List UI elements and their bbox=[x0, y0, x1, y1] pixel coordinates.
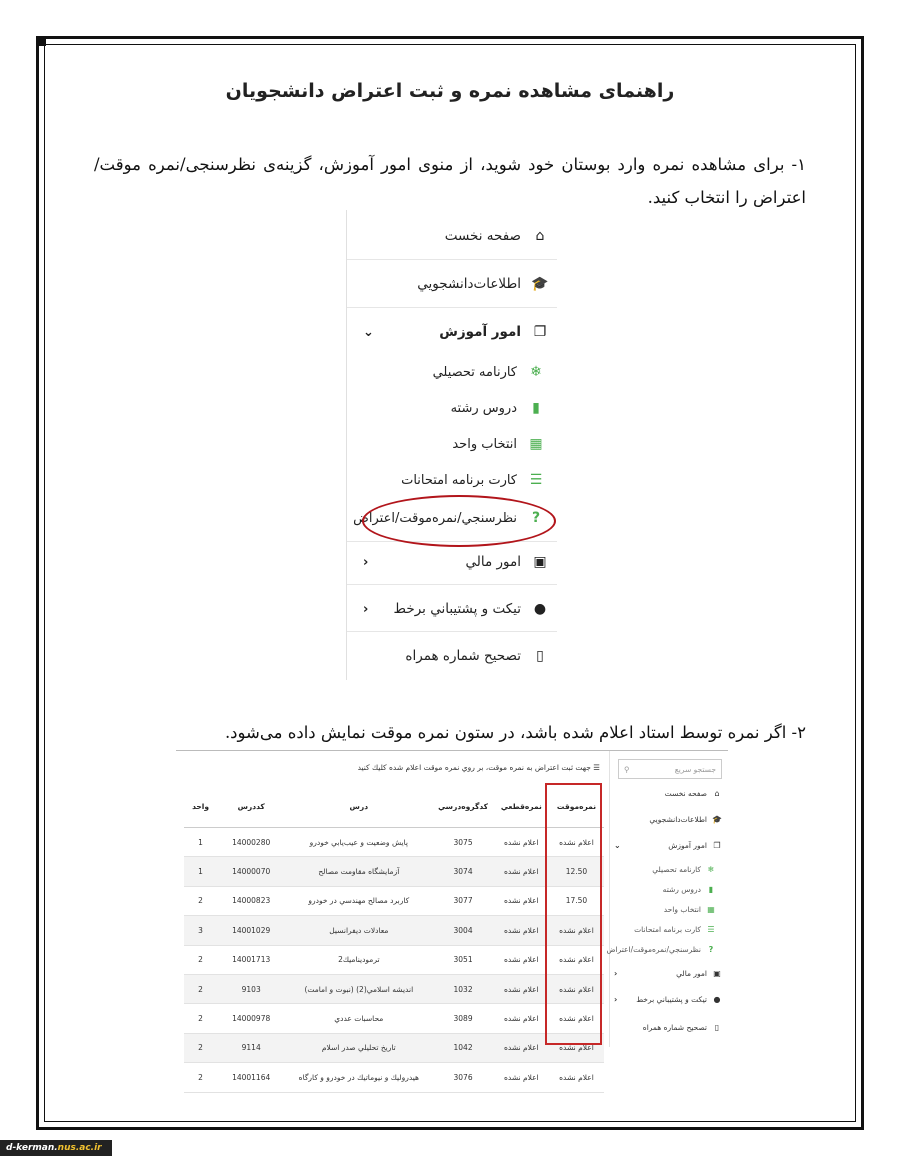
menu-item-label: امور آموزش bbox=[439, 324, 521, 340]
course-name-cell: معادلات ديفرانسيل bbox=[285, 916, 432, 945]
course-name-cell: كاربرد مصالح مهندسي در خودرو bbox=[285, 886, 432, 915]
list-icon: ☰ bbox=[529, 472, 543, 488]
sidebar-item-label: امور آموزش bbox=[668, 841, 707, 850]
units-cell: 2 bbox=[184, 945, 217, 974]
sidebar-item-label: امور مالي bbox=[676, 969, 707, 978]
document-title: راهنمای مشاهده نمره و ثبت اعتراض دانشجویان bbox=[225, 80, 675, 102]
group-code-cell: 3004 bbox=[432, 916, 493, 945]
temp-grade-cell[interactable]: 17.50 bbox=[549, 886, 604, 915]
sidebar-item-transcript[interactable] bbox=[604, 865, 716, 874]
course-code-cell: 14001029 bbox=[217, 916, 285, 945]
sidebar-item-label: صفحه نخست bbox=[664, 789, 707, 798]
temp-grade-cell[interactable]: اعلام نشده bbox=[549, 1063, 604, 1092]
group-code-cell: 3074 bbox=[432, 857, 493, 886]
search-placeholder: جستجو سريع bbox=[674, 764, 716, 774]
menu-item-label: اطلاعات‌دانشجويي bbox=[417, 276, 521, 292]
table-row bbox=[184, 857, 604, 886]
menu-item-label: نظرسنجي/نمره‌موقت/اعتراض bbox=[353, 510, 517, 526]
course-code-cell: 14001713 bbox=[217, 945, 285, 974]
temp-grade-cell[interactable]: اعلام نشده bbox=[549, 945, 604, 974]
objection-note-text: جهت ثبت اعتراض به نمره موقت، بر روي نمره موقت اعلام شده كليك كنيد bbox=[357, 763, 591, 772]
menu-item-phone[interactable] bbox=[347, 638, 557, 674]
question-icon: ? bbox=[531, 510, 541, 526]
course-name-cell: محاسبات عددي bbox=[285, 1004, 432, 1033]
home-icon: ⌂ bbox=[535, 228, 545, 244]
sidebar-item-student-info[interactable] bbox=[610, 815, 722, 824]
temp-grade-cell[interactable]: اعلام نشده bbox=[549, 828, 604, 857]
temp-grade-cell[interactable]: اعلام نشده bbox=[549, 974, 604, 1003]
chevron-left-icon: ‹ bbox=[614, 995, 618, 1004]
objection-note bbox=[358, 763, 600, 772]
menu-item-label: كارنامه تحصيلي bbox=[432, 364, 517, 380]
menu-item-label: تصحيح شماره همراه bbox=[405, 648, 521, 664]
cubes-icon: ▦ bbox=[529, 436, 543, 452]
question-icon: ? bbox=[708, 945, 714, 954]
column-header: نمره‌قطعي bbox=[494, 785, 549, 828]
table-row bbox=[184, 1063, 604, 1092]
units-cell: 1 bbox=[184, 857, 217, 886]
menu-item-unit-selection[interactable] bbox=[347, 426, 557, 462]
sidebar-item-unit-selection[interactable] bbox=[604, 905, 716, 914]
menu-divider bbox=[347, 584, 557, 585]
final-grade-cell: اعلام نشده bbox=[494, 857, 549, 886]
bookmark-icon: ▮ bbox=[708, 885, 714, 894]
grades-screenshot bbox=[176, 750, 728, 1082]
group-code-cell: 3051 bbox=[432, 945, 493, 974]
sidebar-item-label: تيكت و پشتيباني برخط bbox=[636, 995, 707, 1004]
sidebar-item-label: اطلاعات‌دانشجويي bbox=[649, 815, 707, 824]
menu-divider bbox=[347, 631, 557, 632]
screenshot-sidebar bbox=[606, 751, 728, 1047]
tags-icon: ● bbox=[533, 601, 547, 617]
group-code-cell: 3089 bbox=[432, 1004, 493, 1033]
column-header: كدگروه‌درسي bbox=[432, 785, 493, 828]
table-header-row bbox=[184, 785, 604, 828]
course-code-cell: 14000978 bbox=[217, 1004, 285, 1033]
course-name-cell: تاريخ تحليلي صدر اسلام bbox=[285, 1033, 432, 1062]
units-cell: 2 bbox=[184, 886, 217, 915]
step-1-text: ۱- برای مشاهده نمره وارد بوستان خود شوید، از منوی امور آموزش، گزینه‌ی نظرسنجی/نمره موقت/ اعتراض را انتخاب کنید. bbox=[94, 155, 806, 207]
group-code-cell: 3077 bbox=[432, 886, 493, 915]
mobile-icon: ▯ bbox=[536, 648, 544, 664]
menu-item-education[interactable] bbox=[347, 314, 557, 350]
chevron-left-icon: ‹ bbox=[614, 969, 618, 978]
column-header: درس bbox=[285, 785, 432, 828]
course-code-cell: 14000280 bbox=[217, 828, 285, 857]
course-code-cell: 14000823 bbox=[217, 886, 285, 915]
menu-item-ticket[interactable] bbox=[347, 591, 557, 627]
list-icon: ☰ bbox=[593, 763, 600, 772]
group-code-cell: 1032 bbox=[432, 974, 493, 1003]
chevron-down-icon: ⌄ bbox=[363, 324, 374, 340]
menu-item-label: امور مالي bbox=[465, 554, 521, 570]
course-name-cell: ترموديناميك2 bbox=[285, 945, 432, 974]
file-icon: ▣ bbox=[533, 554, 547, 570]
highlight-oval bbox=[362, 495, 556, 547]
bookmark-icon: ▮ bbox=[532, 400, 540, 416]
sidebar-item-label: تصحيح شماره همراه bbox=[642, 1023, 707, 1032]
course-code-cell: 14001164 bbox=[217, 1063, 285, 1092]
menu-item-label: تيكت و پشتيباني برخط bbox=[393, 601, 521, 617]
table-row bbox=[184, 1033, 604, 1062]
units-cell: 3 bbox=[184, 916, 217, 945]
temp-grade-highlight-box bbox=[545, 783, 602, 1045]
sidebar-item-label: انتخاب واحد bbox=[663, 905, 701, 914]
final-grade-cell: اعلام نشده bbox=[494, 945, 549, 974]
list-icon: ☰ bbox=[707, 925, 715, 934]
sidebar-item-label: نظرسنجي/نمره‌موقت/اعتراض bbox=[606, 945, 701, 954]
graduation-cap-icon: 🎓 bbox=[531, 276, 549, 292]
table-row bbox=[184, 974, 604, 1003]
chevron-left-icon: ‹ bbox=[363, 601, 369, 617]
footer-domain: nus.ac.ir bbox=[57, 1143, 102, 1153]
menu-item-label: انتخاب واحد bbox=[452, 436, 517, 452]
graduation-cap-icon: 🎓 bbox=[712, 815, 722, 824]
sidebar-item-exam-card[interactable] bbox=[604, 925, 716, 934]
menu-item-label: دروس رشته bbox=[450, 400, 517, 416]
column-header: واحد bbox=[184, 785, 217, 828]
table-row bbox=[184, 1004, 604, 1033]
final-grade-cell: اعلام نشده bbox=[494, 1033, 549, 1062]
final-grade-cell: اعلام نشده bbox=[494, 974, 549, 1003]
final-grade-cell: اعلام نشده bbox=[494, 1004, 549, 1033]
course-name-cell: انديشه اسلامي(2) (نبوت و امامت) bbox=[285, 974, 432, 1003]
quick-search-input[interactable] bbox=[618, 759, 722, 779]
group-code-cell: 1042 bbox=[432, 1033, 493, 1062]
menu-item-label: كارت برنامه امتحانات bbox=[401, 472, 517, 488]
menu-item-student-info[interactable] bbox=[347, 266, 557, 302]
sidebar-item-label: كارت برنامه امتحانات bbox=[634, 925, 701, 934]
search-icon: ⚲ bbox=[624, 764, 630, 774]
snowflake-icon: ❄ bbox=[530, 364, 542, 380]
table-row bbox=[184, 886, 604, 915]
table-row bbox=[184, 945, 604, 974]
file-icon: ▣ bbox=[713, 969, 721, 978]
column-header: كددرس bbox=[217, 785, 285, 828]
step-2-text: ۲- اگر نمره توسط استاد اعلام شده باشد، در ستون نمره موقت نمایش داده می‌شود. bbox=[224, 723, 806, 742]
column-header: نمره‌موقت bbox=[549, 785, 604, 828]
menu-item-home[interactable] bbox=[347, 218, 557, 254]
sidebar-item-ticket[interactable] bbox=[610, 995, 722, 1004]
final-grade-cell: اعلام نشده bbox=[494, 916, 549, 945]
units-cell: 1 bbox=[184, 828, 217, 857]
site-footer-label bbox=[0, 1140, 112, 1156]
course-code-cell: 9114 bbox=[217, 1033, 285, 1062]
grades-table bbox=[184, 785, 604, 1093]
menu-screenshot bbox=[346, 210, 557, 680]
menu-item-exam-card[interactable] bbox=[347, 462, 557, 498]
chevron-left-icon: ‹ bbox=[363, 554, 369, 570]
cubes-icon: ▦ bbox=[707, 905, 715, 914]
units-cell: 2 bbox=[184, 974, 217, 1003]
copy-icon: ❐ bbox=[713, 841, 721, 850]
snowflake-icon: ❄ bbox=[707, 865, 715, 874]
footer-prefix: d-kerman. bbox=[6, 1143, 58, 1153]
temp-grade-cell[interactable]: اعلام نشده bbox=[549, 1033, 604, 1062]
table-row bbox=[184, 828, 604, 857]
sidebar-item-phone[interactable] bbox=[610, 1023, 722, 1032]
home-icon: ⌂ bbox=[714, 789, 720, 798]
temp-grade-cell[interactable]: 12.50 bbox=[549, 857, 604, 886]
sidebar-item-education[interactable] bbox=[610, 841, 722, 850]
units-cell: 2 bbox=[184, 1033, 217, 1062]
temp-grade-cell[interactable]: اعلام نشده bbox=[549, 916, 604, 945]
sidebar-item-home[interactable] bbox=[610, 789, 722, 798]
units-cell: 2 bbox=[184, 1004, 217, 1033]
border-corner bbox=[36, 36, 46, 46]
course-name-cell: پايش وضعيت و عيب‌يابي خودرو bbox=[285, 828, 432, 857]
units-cell: 2 bbox=[184, 1063, 217, 1092]
sidebar-item-label: دروس رشته bbox=[662, 885, 701, 894]
course-name-cell: آزمايشگاه مقاومت مصالح bbox=[285, 857, 432, 886]
tags-icon: ● bbox=[713, 995, 721, 1004]
group-code-cell: 3076 bbox=[432, 1063, 493, 1092]
sidebar-item-survey[interactable] bbox=[604, 945, 716, 954]
course-name-cell: هيدروليك و نيوماتيك در خودرو و كارگاه bbox=[285, 1063, 432, 1092]
course-code-cell: 14000070 bbox=[217, 857, 285, 886]
menu-divider bbox=[347, 259, 557, 260]
course-code-cell: 9103 bbox=[217, 974, 285, 1003]
menu-divider bbox=[347, 307, 557, 308]
table-row bbox=[184, 916, 604, 945]
menu-item-finance[interactable] bbox=[347, 544, 557, 580]
final-grade-cell: اعلام نشده bbox=[494, 1063, 549, 1092]
menu-item-label: صفحه نخست bbox=[444, 228, 521, 244]
group-code-cell: 3075 bbox=[432, 828, 493, 857]
sidebar-item-finance[interactable] bbox=[610, 969, 722, 978]
mobile-icon: ▯ bbox=[714, 1023, 720, 1032]
menu-item-courses[interactable] bbox=[347, 390, 557, 426]
final-grade-cell: اعلام نشده bbox=[494, 828, 549, 857]
copy-icon: ❐ bbox=[533, 324, 547, 340]
sidebar-item-label: كارنامه تحصيلي bbox=[652, 865, 701, 874]
menu-item-transcript[interactable] bbox=[347, 354, 557, 390]
chevron-down-icon: ⌄ bbox=[614, 841, 621, 850]
sidebar-item-courses[interactable] bbox=[604, 885, 716, 894]
temp-grade-cell[interactable]: اعلام نشده bbox=[549, 1004, 604, 1033]
final-grade-cell: اعلام نشده bbox=[494, 886, 549, 915]
